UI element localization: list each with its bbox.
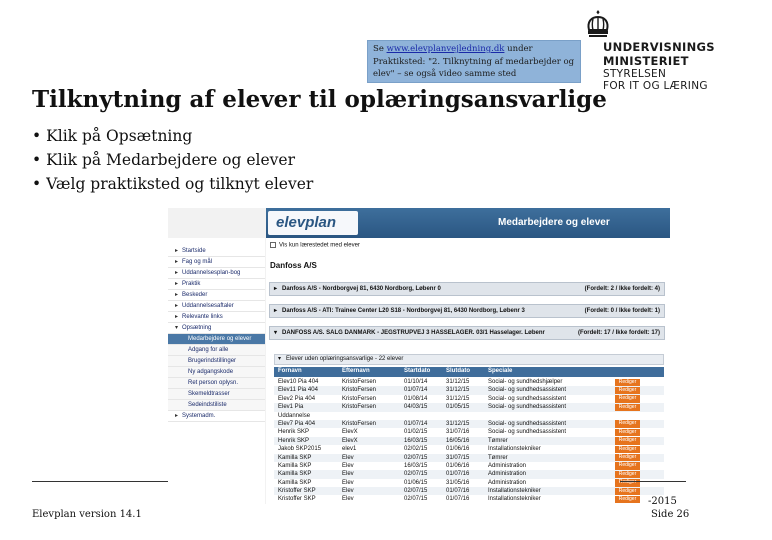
slide-title: Tilknytning af elever til oplæringsansvarlige [32,86,607,113]
table-cell-last: KristoFersen [342,395,377,402]
footer-divider [620,481,686,482]
table-cell-spec: Social- og sundhedsassistent [488,387,567,394]
instruction-item: • Klik på Opsætning [32,124,313,148]
instruction-item: • Vælg praktiksted og tilknyt elever [32,172,313,196]
table-cell-end: 31/12/15 [446,395,470,402]
table-cell-end: 01/07/16 [446,496,470,503]
edit-button[interactable]: Rediger [615,420,640,427]
table-cell-spec: Administration [488,479,527,486]
table-cell-end: 01/06/16 [446,446,470,453]
table-cell-start: 01/08/14 [404,395,428,402]
column-header[interactable]: Efternavn [342,368,370,374]
table-cell-start: 02/07/15 [404,488,428,495]
table-cell-end: 16/05/16 [446,437,470,444]
footer-date: -2015 [648,496,677,507]
column-header[interactable]: Startdato [404,368,431,374]
table-cell-first: Elev11 Pia 404 [278,387,318,394]
sidebar-menu-item[interactable]: ▸ Fag og mål [168,257,265,268]
logo-line-4: FOR IT OG LÆRING [603,80,708,92]
table-cell-spec: Social- og sundhedshjælper [488,379,563,385]
table-cell-start: 01/06/15 [404,479,428,486]
table-cell-end: 01/06/16 [446,462,470,469]
table-cell-last: Elev [342,496,354,503]
table-cell-end: 31/12/15 [446,379,470,385]
sidebar-menu-item[interactable]: Sedeindstiliste [168,400,265,411]
table-cell-start: 01/02/15 [404,429,428,436]
location-count: (Fordelt: 2 / Ikke fordelt: 4) [584,286,660,292]
elevplan-logo[interactable] [268,211,358,235]
edit-button[interactable]: Rediger [615,395,640,402]
edit-button[interactable]: Rediger [615,379,640,386]
edit-button[interactable]: Rediger [615,462,640,469]
table-cell-first: Henrik SKP [278,429,310,436]
sidebar-menu-item[interactable]: Ret person oplysn. [168,378,265,389]
location-label: Danfoss A/S - ATI: Trainee Center L20 S18 - Nordborgvej 81, 6430 Nordborg, Løbenr 3 [282,308,525,314]
user-name: Pia (p... 850•frk...) [699,213,752,220]
location-count: (Fordelt: 17 / Ikke fordelt: 17) [577,330,660,336]
footer-page-number: Side 26 [651,509,690,520]
instruction-item: • Klik på Medarbejdere og elever [32,148,313,172]
table-cell-end: 31/07/16 [446,429,470,436]
company-name: Danfoss A/S [270,261,317,270]
table-cell-first: Kristoffer SKP [278,496,316,503]
table-cell-last: elev1 [342,446,357,453]
table-cell-start: 01/07/14 [404,420,428,427]
table-cell-end: 01/05/15 [446,404,470,411]
table-cell-first: Elev2 Pia 404 [278,395,316,402]
guide-link[interactable]: www.elevplanvejledning.dk [386,44,505,54]
table-cell-spec: Social- og sundhedsassistent [488,420,567,427]
table-row [274,437,664,445]
footer-version: Elevplan version 14.1 [32,509,142,520]
column-header[interactable]: Slutdato [446,368,470,374]
edit-button[interactable]: Rediger [615,429,640,436]
table-cell-spec: Social- og sundhedsassistent [488,404,567,411]
table-cell-spec: Installationstekniker [488,496,541,503]
sidebar-menu-item[interactable]: Medarbejdere og elever [168,334,265,345]
table-cell-start: 02/07/15 [404,454,428,461]
table-cell-last: KristoFersen [342,420,377,427]
table-cell-end: 01/07/16 [446,471,470,478]
location-label: Danfoss A/S - Nordborgvej 81, 6430 Nordborg, Løbenr 0 [282,286,441,292]
table-row [274,378,664,386]
filter-checkbox[interactable] [270,242,276,248]
table-cell-first: Kristoffer SKP [278,488,316,495]
table-cell-spec: Social- og sundhedsassistent [488,395,567,402]
sidebar-menu-item[interactable]: ▸ Beskeder [168,290,265,301]
sidebar-menu-item[interactable]: Ny adgangskode [168,367,265,378]
sidebar-menu-item[interactable]: ▾ Opsætning [168,323,265,334]
sidebar-menu-item[interactable]: ▸ Praktik [168,279,265,290]
table-cell-first: Elev10 Pia 404 [278,379,319,385]
sidebar-menu-item[interactable]: ▸ Relevante links [168,312,265,323]
table-cell-first: Elev7 Pia 404 [278,420,316,427]
location-count: (Fordelt: 0 / Ikke fordelt: 1) [584,308,660,314]
edit-button[interactable]: Rediger [615,479,640,486]
elevplan-screenshot [168,208,772,504]
table-row [274,386,664,394]
table-cell-end: 31/05/16 [446,479,470,486]
table-cell-start: 02/02/15 [404,446,428,453]
table-cell-start: 16/03/15 [404,437,428,444]
table-cell-first: Kamilla SKP [278,479,312,486]
table-cell-spec: Administration [488,462,527,469]
user-role: Virksomhedsansvarlige (pfkf) [688,223,772,230]
table-row [274,462,664,470]
table-cell-spec: Social- og sundhedsassistent [488,429,567,436]
table-cell-first: Uddannelse [278,412,311,419]
table-cell-last: ElevX [342,429,358,436]
sidebar-menu-item[interactable]: ▸ Uddannelsesaftaler [168,301,265,312]
table-cell-last: Elev [342,479,354,486]
unassigned-students-header[interactable] [274,354,664,365]
table-cell-spec: Tømrer [488,437,508,444]
table-cell-last: Elev [342,462,354,469]
unassigned-students-label: Elever uden oplæringsansvarlige - 22 elever [286,356,404,362]
column-header[interactable]: Speciale [488,368,513,374]
sidebar-menu [168,238,265,504]
table-cell-end: 31/12/15 [446,420,470,427]
app-page-title: Medarbejdere og elever [498,217,610,228]
sidebar-menu-item[interactable]: ▸ Startside [168,246,265,257]
table-row [274,428,664,436]
edit-button[interactable]: Rediger [615,488,640,495]
table-row [274,412,664,420]
table-cell-start: 04/03/15 [404,404,428,411]
table-row [274,487,664,495]
sidebar-menu-item[interactable]: ▸ Uddannelsesplan-bog [168,268,265,279]
table-cell-end: 31/07/15 [446,454,470,461]
table-cell-last: ElevX [342,437,358,444]
table-cell-start: 01/10/14 [404,379,428,385]
table-cell-first: Kamilla SKP [278,462,312,469]
edit-button[interactable]: Rediger [615,387,640,394]
main-panel [266,238,670,504]
table-cell-first: Henrik SKP [278,437,310,444]
table-row [274,495,664,503]
table-cell-first: Jakob SKP2015 [278,446,322,453]
table-header [274,367,664,377]
table-cell-spec: Administration [488,471,527,478]
table-row [274,470,664,478]
table-cell-last: KristoFersen [342,387,377,394]
logo-line-1: UNDERVISNINGS [603,40,715,54]
location-row-expanded[interactable] [269,326,665,340]
table-cell-start: 02/07/15 [404,471,428,478]
instruction-list [32,124,313,196]
table-cell-last: Elev [342,488,354,495]
edit-button[interactable]: Rediger [615,454,640,461]
edit-button[interactable]: Rediger [615,404,640,411]
edit-button[interactable]: Rediger [615,446,640,453]
location-row[interactable] [269,282,665,296]
table-cell-first: Kamilla SKP [278,471,312,478]
table-row [274,445,664,453]
note-prefix: Se [373,44,387,54]
table-row [274,479,664,487]
filter-checkbox-row[interactable] [270,242,360,249]
table-row [274,454,664,462]
table-cell-first: Elev1 Pia [278,404,304,411]
table-row [274,403,664,411]
table-cell-last: KristoFersen [342,404,377,411]
sidebar-menu-item[interactable]: ▸ Systemadm. [168,411,265,422]
table-cell-spec: Installationstekniker [488,446,541,453]
crown-icon [583,8,613,40]
sidebar-menu-item[interactable]: Brugerindstillinger [168,356,265,367]
table-cell-spec: Tømrer [488,454,508,461]
table-cell-end: 31/12/15 [446,387,470,394]
table-cell-last: Elev [342,454,354,461]
table-cell-end: 01/07/16 [446,488,470,495]
column-header[interactable]: Fornavn [278,368,302,374]
filter-checkbox-label: Vis kun lærestedet med elever [279,242,360,249]
student-table-body [274,378,664,504]
table-cell-spec: Installationstekniker [488,488,541,495]
logo-line-2: MINISTERIET [603,54,689,68]
location-label: DANFOSS A/S. SALG DANMARK - JEGSTRUPVEJ 3 HASSELAGER. 03/1 Hasselager. Løbenr [282,330,545,336]
table-cell-start: 16/03/15 [404,462,428,469]
edit-button[interactable]: Rediger [615,496,640,503]
brand-name: elevplan [276,214,337,231]
edit-button[interactable]: Rediger [615,437,640,444]
table-row [274,420,664,428]
table-row [274,395,664,403]
location-row[interactable] [269,304,665,318]
table-cell-start: 01/07/14 [404,387,428,394]
table-cell-last: KristoFersen [342,379,377,385]
sidebar-menu-item[interactable]: Skemeldtrasser [168,389,265,400]
sidebar-menu-item[interactable]: Adgang for alle [168,345,265,356]
note-suffix: under Praktiksted: "2. Tilknytning af medarbejder og elev" – se også video samme sted [373,44,575,79]
reference-note [367,40,581,83]
logo-line-3: STYRELSEN [603,68,667,80]
table-cell-last: Elev [342,471,354,478]
table-cell-start: 02/07/15 [404,496,428,503]
table-cell-first: Kamilla SKP [278,454,312,461]
edit-button[interactable]: Rediger [615,471,640,478]
footer-divider [32,481,168,482]
